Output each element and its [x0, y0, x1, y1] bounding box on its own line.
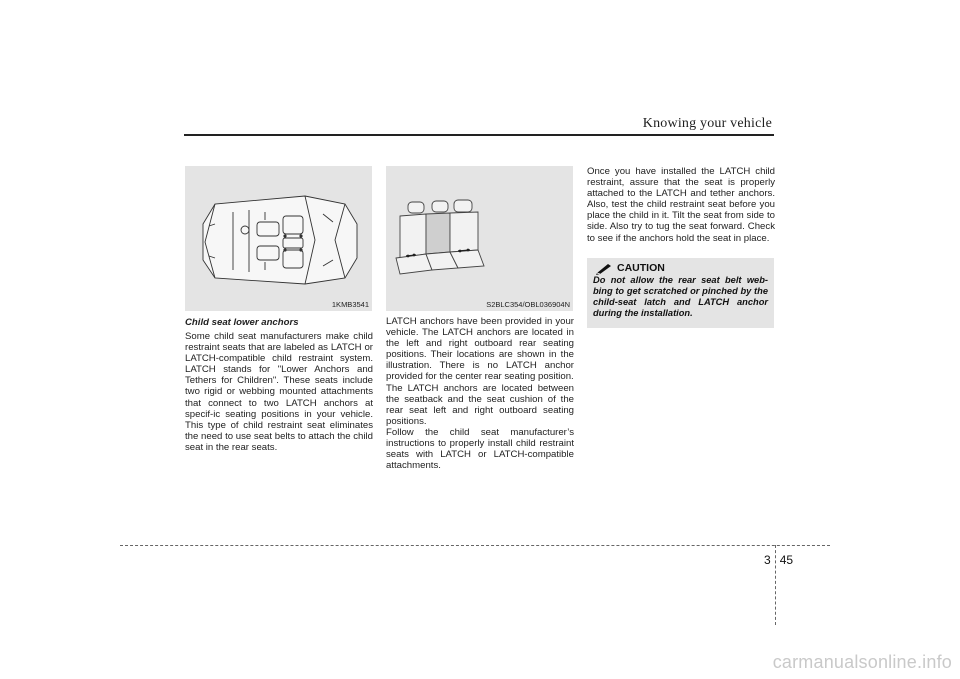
vehicle-overhead-illustration: [185, 166, 372, 311]
body-paragraph-2: The LATCH anchors are located between the seatback and the seat cushion of the rear seat left and right outboard seating positions.: [386, 382, 574, 427]
rear-seat-figure: [386, 166, 573, 311]
chapter-number: 3: [764, 553, 771, 567]
figure-code: 1KMB3541: [331, 300, 369, 309]
column-3: [587, 166, 775, 328]
vehicle-overhead-figure: [185, 166, 372, 311]
body-paragraph-3: Follow the child seat manufacturer’s instructions to properly install child restraint seats with LATCH or LATCH-compatible attachments.: [386, 426, 574, 472]
running-head: Knowing your vehicle: [642, 116, 772, 131]
body-paragraph: Some child seat manufacturers make child restraint seats that are labeled as LATCH or LATCH-compatible child restraint system. LATCH stands for "Lower Anchors and Tethers for Children". These seats include two rigid or webbing mounted attachments that connect to two LATCH anchors at specif-ic seating positions in your vehicle. This type of child restraint seat eliminates the need to use seat belts to attach the child seat in the rear seats.: [185, 331, 373, 453]
page-separator: [775, 545, 776, 625]
page-number: [764, 553, 793, 625]
watermark: carmanualsonline.info: [772, 652, 952, 672]
caution-text: Do not allow the rear seat belt web-bing to get scratched or pinched by the child-seat latch and LATCH anchor during the installation.: [593, 274, 768, 319]
header-rule: [184, 134, 774, 136]
column-1: [185, 166, 373, 453]
caution-box: [587, 258, 774, 328]
pencil-caution-icon: [596, 263, 612, 275]
body-paragraph-1: LATCH anchors have been provided in your vehicle. The LATCH anchors are located in the left and right outboard rear seating positions. Their locations are shown in the illustration. There is no LATCH anchor provided for the center rear seating position.: [386, 316, 574, 383]
page-number-value: 45: [779, 553, 794, 567]
section-subheading: Child seat lower anchors: [185, 317, 299, 328]
body-paragraph: Once you have installed the LATCH child restraint, assure that the seat is properly attached to the LATCH and tether anchors. Also, test the child restraint seat before you place the child in it. Tilt the seat from side to side. Also try to tug the seat forward. Check to see if the anchors hold the seat in place.: [587, 166, 775, 244]
rear-seat-latch-illustration: [386, 166, 573, 311]
footer-rule: [120, 545, 830, 546]
caution-title: CAUTION: [617, 261, 665, 274]
column-2: [386, 166, 574, 471]
figure-code: S2BLC354/OBL036904N: [486, 300, 570, 309]
